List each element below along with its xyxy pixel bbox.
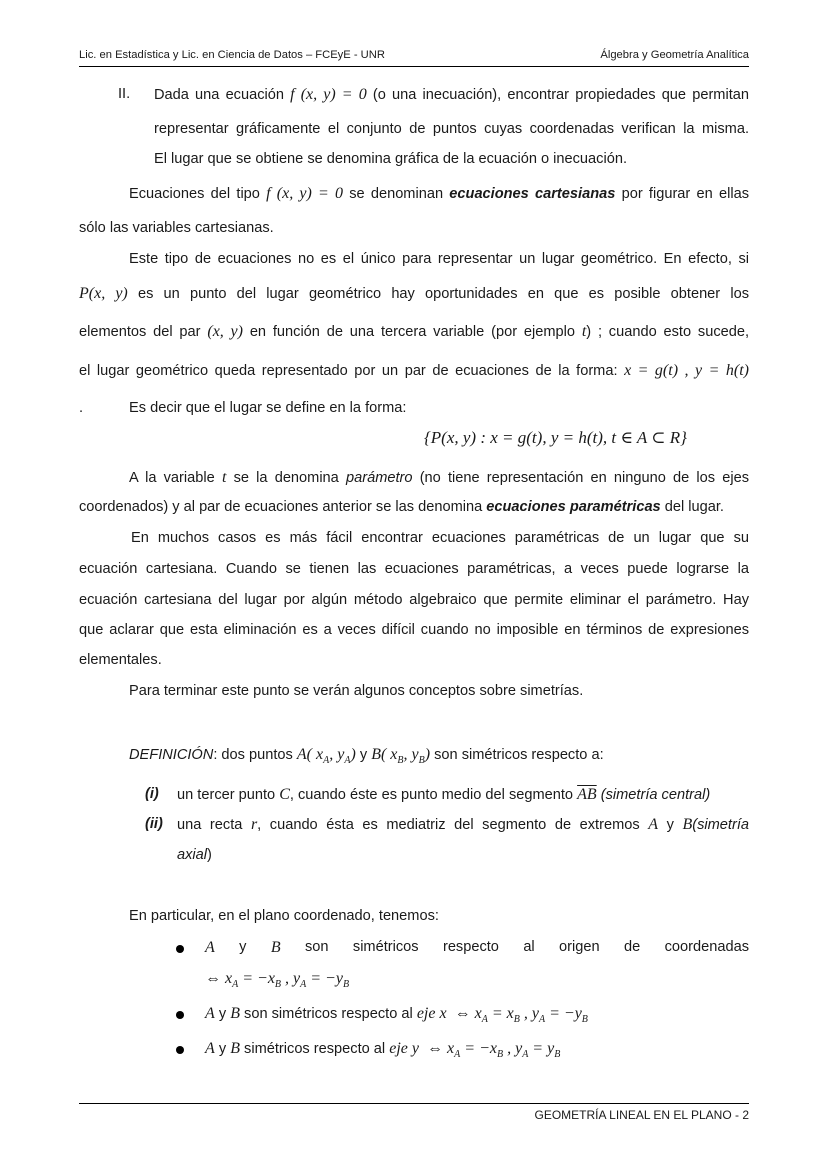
term-simetria-central: (simetría central)	[600, 787, 711, 803]
page-footer: GEOMETRÍA LINEAL EN EL PLANO - 2	[534, 1108, 749, 1122]
many-line-1: En muchos casos es más fácil encontrar ecuaciones paramétricas de un lugar que su	[131, 530, 749, 546]
point-A-4: A	[205, 1040, 215, 1057]
bullet-1-word: al	[523, 939, 535, 955]
bullet-1	[176, 945, 184, 953]
point-A-3: A	[205, 1005, 215, 1022]
point-A: A( $x_A$, $y_A$)	[296, 746, 356, 767]
param-def-text-3: (no tiene representación en ninguno de los ejes	[419, 470, 750, 486]
param-def-text-2: se la denomina	[233, 470, 339, 486]
definition-item-ii-cont	[177, 847, 828, 863]
variable-t-2: t	[221, 469, 227, 486]
eje-x: eje x	[416, 1005, 447, 1022]
item-ii-text-2: , cuando ésta es mediatriz del segmento de extremos	[257, 817, 640, 833]
bullet-3-condition: ⇔ $x_A = -x_B$ , $y_A = y_B$	[423, 1040, 561, 1061]
header-right: Álgebra y Geometría Analítica	[600, 49, 749, 61]
bullet-1-word: B	[270, 939, 281, 956]
param-line-3	[79, 323, 749, 341]
bullet-1-line-1	[205, 939, 749, 957]
cartesian-line-1	[129, 185, 749, 203]
item-ii-number: II.	[118, 86, 131, 102]
bullet-2-condition: ⇔ $x_A = x_B$ , $y_A = -y_B$	[450, 1005, 588, 1026]
parametric-equations: x = g(t) , y = h(t)	[624, 362, 749, 379]
bullet-1-word: y	[239, 939, 247, 955]
point-B-2: B	[682, 816, 693, 833]
point-A-text: A( x	[296, 746, 324, 763]
definition-item-ii	[145, 816, 749, 832]
conj-y-2: y	[218, 1006, 227, 1022]
param-line-5-text: Es decir que el lugar se define en la forma:	[129, 400, 407, 416]
bullet-3	[176, 1046, 184, 1054]
conj-y-3: y	[218, 1041, 227, 1057]
param-line-3-a: elementos del par	[79, 324, 201, 340]
point-B-text: B( x	[371, 746, 398, 763]
param-def-line-2	[79, 499, 749, 515]
param-line-4	[79, 362, 749, 380]
param-def-line-1	[129, 469, 749, 487]
page-header	[79, 49, 749, 65]
bullet-3-text: simétricos respecto al	[244, 1041, 386, 1057]
many-line-2: ecuación cartesiana. Cuando se tienen las ecuaciones paramétricas, a veces puede lograrse la	[79, 561, 749, 577]
bullet-1-word: respecto	[442, 939, 499, 955]
definition-text-1: : dos puntos	[213, 747, 293, 763]
param-line-2	[79, 285, 749, 303]
cartesian-text-3: por figurar en ellas	[621, 186, 749, 202]
item-ii-text-2: (o una inecuación), encontrar propiedades que permitan	[372, 87, 749, 103]
set-definition: {P(x, y) : x = g(t), y = h(t), t ∈ A ⊂ R}	[424, 428, 687, 447]
item-i-text-1: un tercer punto	[177, 787, 276, 803]
point-B-3: B	[230, 1005, 240, 1022]
item-i-label: (i)	[145, 786, 159, 802]
bullet-2-line	[205, 1005, 828, 1025]
definition-text-2: son simétricos respecto a:	[434, 747, 604, 763]
definition-line	[129, 746, 799, 766]
param-def-text-1: A la variable	[129, 470, 215, 486]
item-ii-line-3: El lugar que se obtiene se denomina gráfica de la ecuación o inecuación.	[154, 151, 627, 167]
point-P: P(x, y)	[79, 285, 128, 302]
eje-y: eje y	[389, 1040, 419, 1057]
many-line-3: ecuación cartesiana del lugar por algún método algebraico que permite eliminar el parámetro. Hay	[79, 592, 749, 608]
bullet-3-line	[205, 1040, 828, 1060]
finish-line: Para terminar este punto se verán algunos conceptos sobre simetrías.	[129, 683, 584, 699]
closing-paren: )	[207, 847, 212, 863]
point-B-4: B	[230, 1040, 240, 1057]
param-line-3-c: ) ; cuando esto sucede,	[586, 324, 750, 340]
bullet-2-text: son simétricos respecto al	[244, 1006, 413, 1022]
param-line-4-text: el lugar geométrico queda representado por un par de ecuaciones de la forma:	[79, 363, 618, 379]
line-r: r	[250, 816, 258, 833]
point-C: C	[279, 786, 290, 803]
point-B: B( $x_B$, $y_B$)	[371, 746, 431, 767]
item-i-text-2: , cuando éste es punto medio del segmento	[289, 787, 574, 803]
item-ii-body	[177, 816, 749, 834]
term-axial: axial	[177, 847, 208, 863]
variable-t: t	[581, 323, 587, 340]
cartesian-text-2: se denominan	[349, 186, 444, 202]
bullet-1-word: A	[205, 939, 215, 956]
cartesian-text-1: Ecuaciones del tipo	[129, 186, 260, 202]
term-ecuaciones-cartesianas: ecuaciones cartesianas	[449, 186, 616, 202]
param-line-1: Este tipo de ecuaciones no es el único para representar un lugar geométrico. En efecto, si	[129, 251, 749, 267]
item-ii-line-2: representar gráficamente el conjunto de puntos cuyas coordenadas verifican la misma.	[154, 121, 749, 137]
item-ii-label: (ii)	[145, 816, 163, 832]
item-ii-line-1	[118, 86, 749, 102]
segment-AB: $\overline{AB}$	[577, 786, 597, 803]
param-line-3-b: en función de una tercera variable (por ejemplo	[249, 324, 575, 340]
item-i-body	[177, 786, 710, 804]
pair-xy: (x, y)	[207, 323, 243, 340]
bullet-2	[176, 1011, 184, 1019]
param-def-text-5: del lugar.	[664, 499, 724, 515]
bullet-1-word: origen	[559, 939, 600, 955]
stray-dot: .	[79, 400, 84, 416]
bullet-1-line-2: ⇔ $x_A = -x_B$ , $y_A = -y_B$	[205, 970, 350, 991]
bullet-1-word: simétricos	[352, 939, 419, 955]
param-line-5	[79, 400, 749, 416]
param-def-text-4: coordenados) y al par de ecuaciones anterior se las denomina	[79, 499, 483, 515]
equation-cartesian: f (x, y) = 0	[266, 185, 343, 202]
equation-f: f (x, y) = 0	[290, 86, 367, 103]
term-parametro: parámetro	[345, 470, 413, 486]
particular-intro: En particular, en el plano coordenado, tenemos:	[129, 908, 439, 924]
definition-item-i	[145, 786, 749, 802]
bullet-1-word: coordenadas	[664, 939, 749, 955]
item-ii-conj: y	[666, 817, 674, 833]
term-simetria: (simetría	[692, 817, 749, 833]
bullet-1-word: de	[624, 939, 641, 955]
header-left: Lic. en Estadística y Lic. en Ciencia de Datos – FCEyE - UNR	[79, 49, 385, 61]
bullet-1-word: son	[304, 939, 329, 955]
cartesian-line-2: sólo las variables cartesianas.	[79, 220, 274, 236]
item-ii-text: Dada una ecuación	[154, 87, 284, 103]
term-ecuaciones-parametricas: ecuaciones paramétricas	[486, 499, 661, 515]
many-line-5: elementales.	[79, 652, 162, 668]
many-line-4: que aclarar que esta eliminación es a veces difícil cuando no imposible en términos de expresiones	[79, 622, 749, 638]
definition-label: DEFINICIÓN	[129, 747, 214, 763]
param-line-2-text: es un punto del lugar geométrico hay oportunidades en que es posible obtener los	[137, 286, 749, 302]
header-rule	[79, 66, 749, 67]
footer-rule	[79, 1103, 749, 1104]
point-A-2: A	[648, 816, 658, 833]
definition-conj: y	[359, 747, 368, 763]
item-ii-text-1: una recta	[177, 817, 243, 833]
